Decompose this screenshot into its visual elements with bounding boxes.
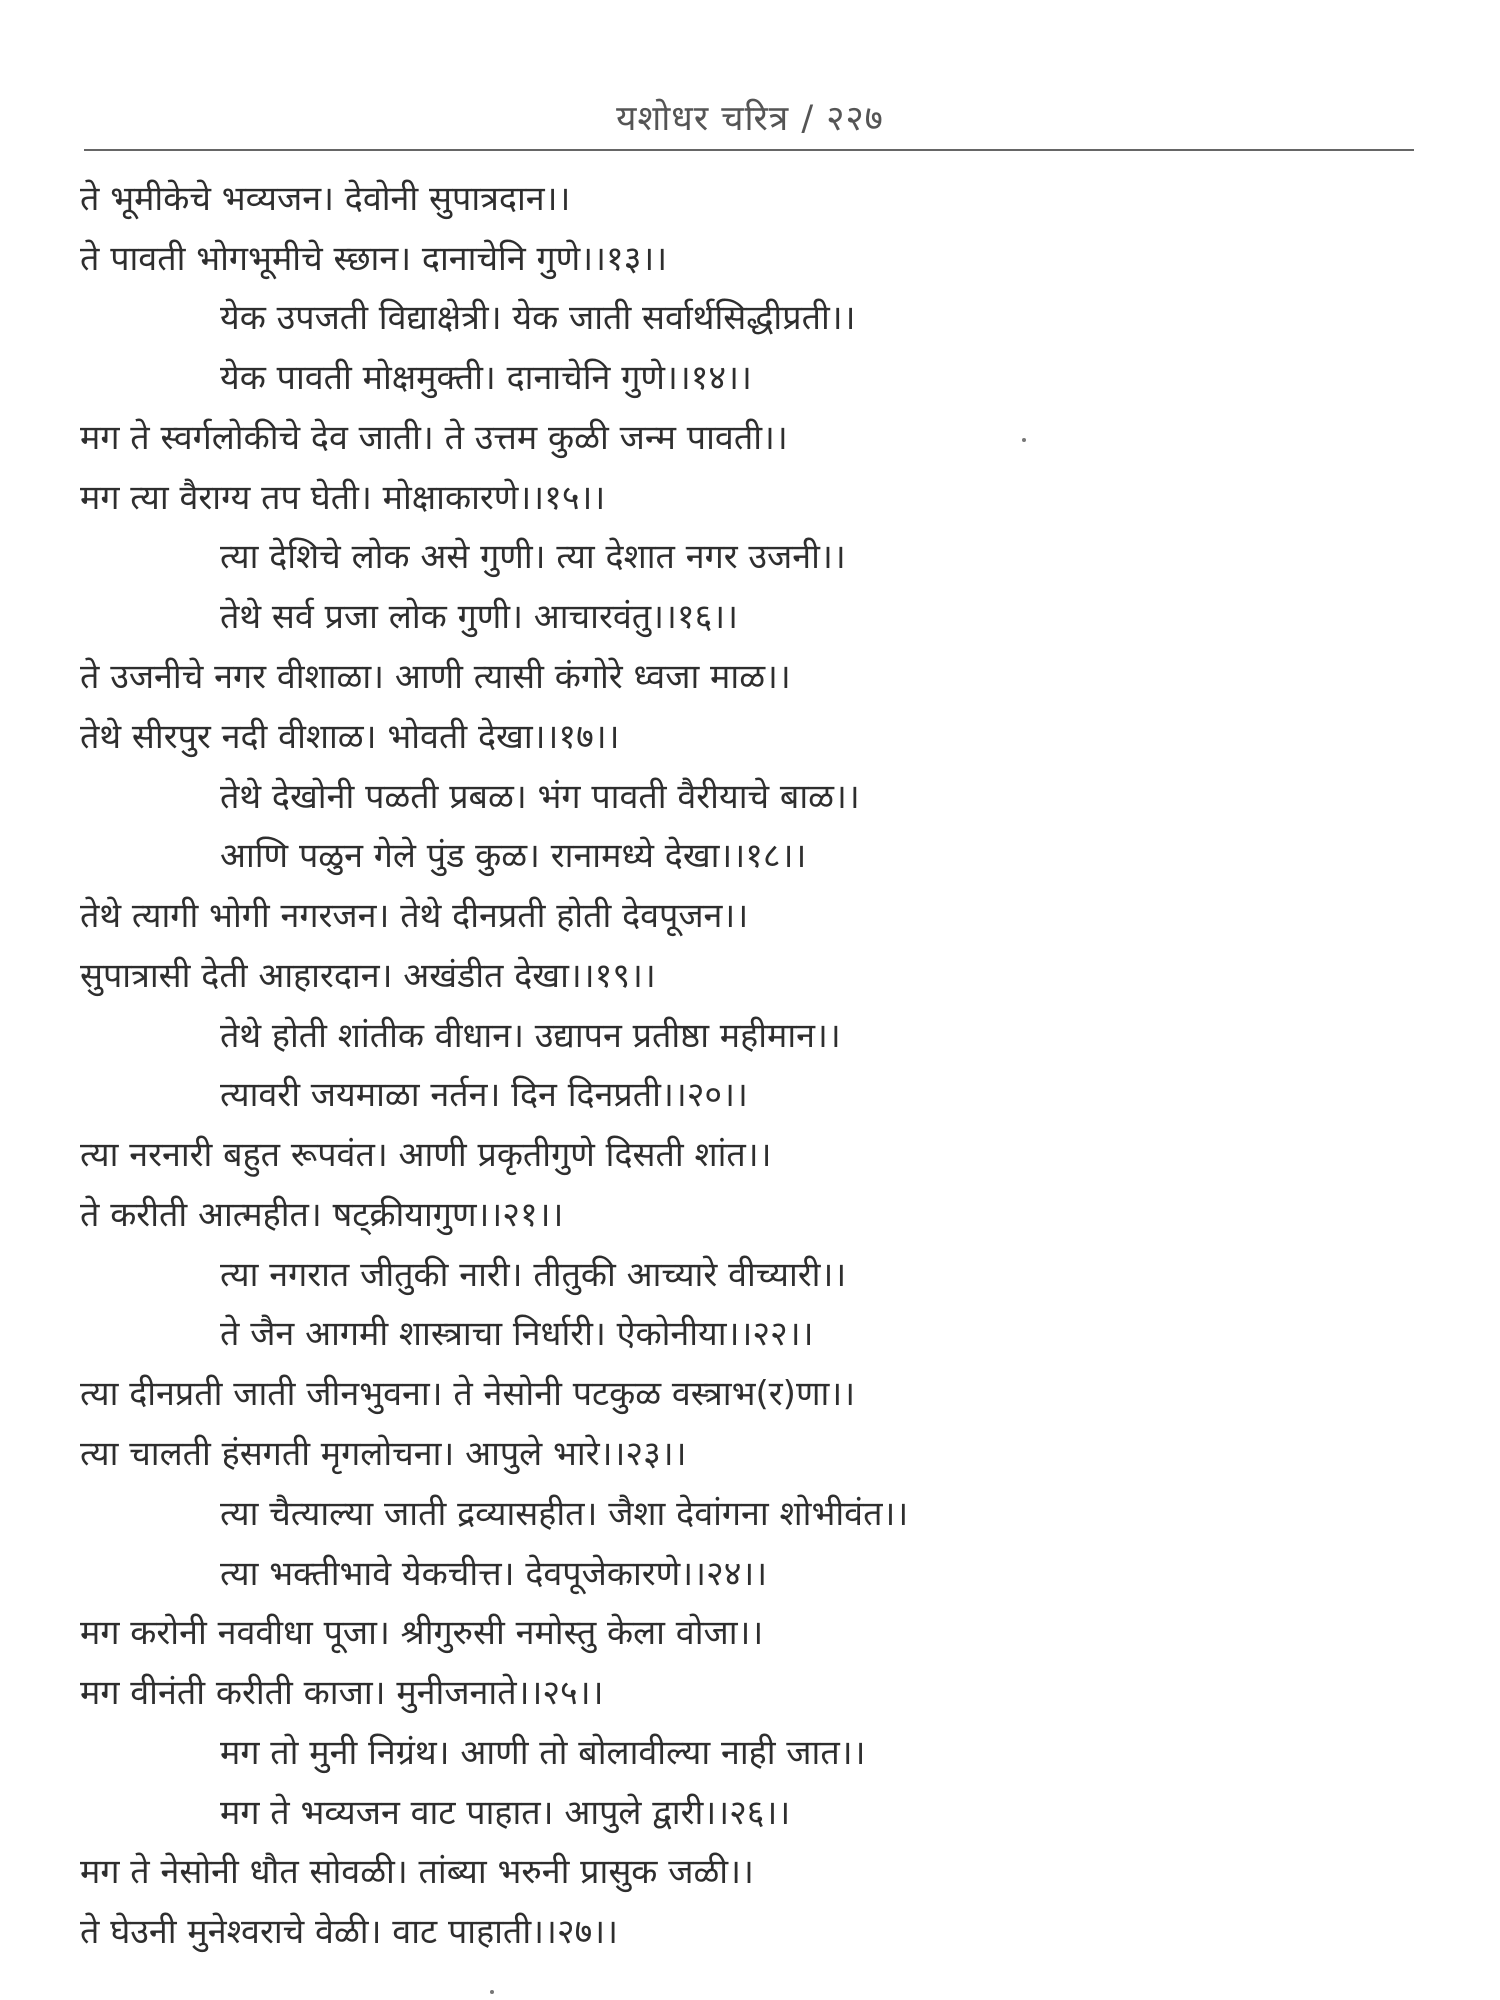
verse-line: मग त्या वैराग्य तप घेती। मोक्षाकारणे।।१५।।: [80, 478, 606, 518]
verse-line: तेथे देखोनी पळती प्रबळ। भंग पावती वैरीयाचे बाळ।।: [220, 777, 860, 817]
verse-line: त्यावरी जयमाळा नर्तन। दिन दिनप्रती।।२०।।: [220, 1075, 748, 1115]
verse-line: त्या भक्तीभावे येकचीत्त। देवपूजेकारणे।।२४।।: [220, 1554, 768, 1594]
verse-line: त्या चैत्याल्या जाती द्रव्यासहीत। जैशा देवांगना शोभीवंत।।: [220, 1494, 909, 1534]
verse-line: येक उपजती विद्याक्षेत्री। येक जाती सर्वार्थसिद्धीप्रती।।: [220, 298, 856, 338]
verse-line: त्या नरनारी बहुत रूपवंत। आणी प्रकृतीगुणे दिसती शांत।।: [80, 1135, 772, 1175]
verse-line: येक पावती मोक्षमुक्ती। दानाचेनि गुणे।।१४।।: [220, 358, 752, 398]
stray-ink-dot: [1022, 438, 1026, 442]
verse-line: त्या देशिचे लोक असे गुणी। त्या देशात नगर उजनी।।: [220, 537, 846, 577]
stray-ink-dot: [490, 1990, 494, 1994]
running-header: यशोधर चरित्र / २२७: [616, 99, 884, 139]
verse-line: मग ते स्वर्गलोकीचे देव जाती। ते उत्तम कुळी जन्म पावती।।: [80, 418, 788, 458]
verse-line: मग ते भव्यजन वाट पाहात। आपुले द्वारी।।२६।।: [220, 1793, 791, 1833]
verse-line: ते भूमीकेचे भव्यजन। देवोनी सुपात्रदान।।: [80, 179, 571, 219]
verse-line: ते जैन आगमी शास्त्राचा निर्धारी। ऐकोनीया।।२२।।: [220, 1314, 814, 1354]
verse-line: सुपात्रासी देती आहारदान। अखंडीत देखा।।१९।।: [80, 956, 656, 996]
verse-line: तेथे त्यागी भोगी नगरजन। तेथे दीनप्रती होती देवपूजन।।: [80, 896, 749, 936]
verse-line: तेथे सीरपुर नदी वीशाळ। भोवती देखा।।१७।।: [80, 717, 620, 757]
verse-line: तेथे सर्व प्रजा लोक गुणी। आचारवंतु।।१६।।: [220, 597, 739, 637]
verse-line: त्या चालती हंसगती मृगलोचना। आपुले भारे।।२३।।: [80, 1434, 687, 1474]
verse-line: मग वीनंती करीती काजा। मुनीजनाते।।२५।।: [80, 1673, 604, 1713]
header-rule: [84, 149, 1414, 151]
verse-line: मग तो मुनी निग्रंथ। आणी तो बोलावील्या नाही जात।।: [220, 1733, 866, 1773]
verse-line: मग ते नेसोनी धौत सोवळी। तांब्या भरुनी प्रासुक जळी।।: [80, 1852, 754, 1892]
verse-line: ते उजनीचे नगर वीशाळा। आणी त्यासी कंगोरे ध्वजा माळ।।: [80, 657, 791, 697]
verse-line: ते करीती आत्महीत। षट्क्रीयागुण।।२१।।: [80, 1195, 564, 1235]
verse-line: त्या नगरात जीतुकी नारी। तीतुकी आच्यारे वीच्यारी।।: [220, 1255, 847, 1295]
verse-line: मग करोनी नववीधा पूजा। श्रीगुरुसी नमोस्तु केला वोजा।।: [80, 1613, 764, 1653]
verse-line: ते घेउनी मुनेश्वराचे वेळी। वाट पाहाती।।२७।।: [80, 1912, 619, 1952]
verse-line: ते पावती भोगभूमीचे स्छान। दानाचेनि गुणे।।१३।।: [80, 239, 668, 279]
verse-line: त्या दीनप्रती जाती जीनभुवना। ते नेसोनी पटकुळ वस्त्राभ(र)णा।।: [80, 1374, 856, 1414]
verse-line: आणि पळुन गेले पुंड कुळ। रानामध्ये देखा।।१८।।: [220, 836, 807, 876]
verse-line: तेथे होती शांतीक वीधान। उद्यापन प्रतीष्ठा महीमान।।: [220, 1016, 841, 1056]
